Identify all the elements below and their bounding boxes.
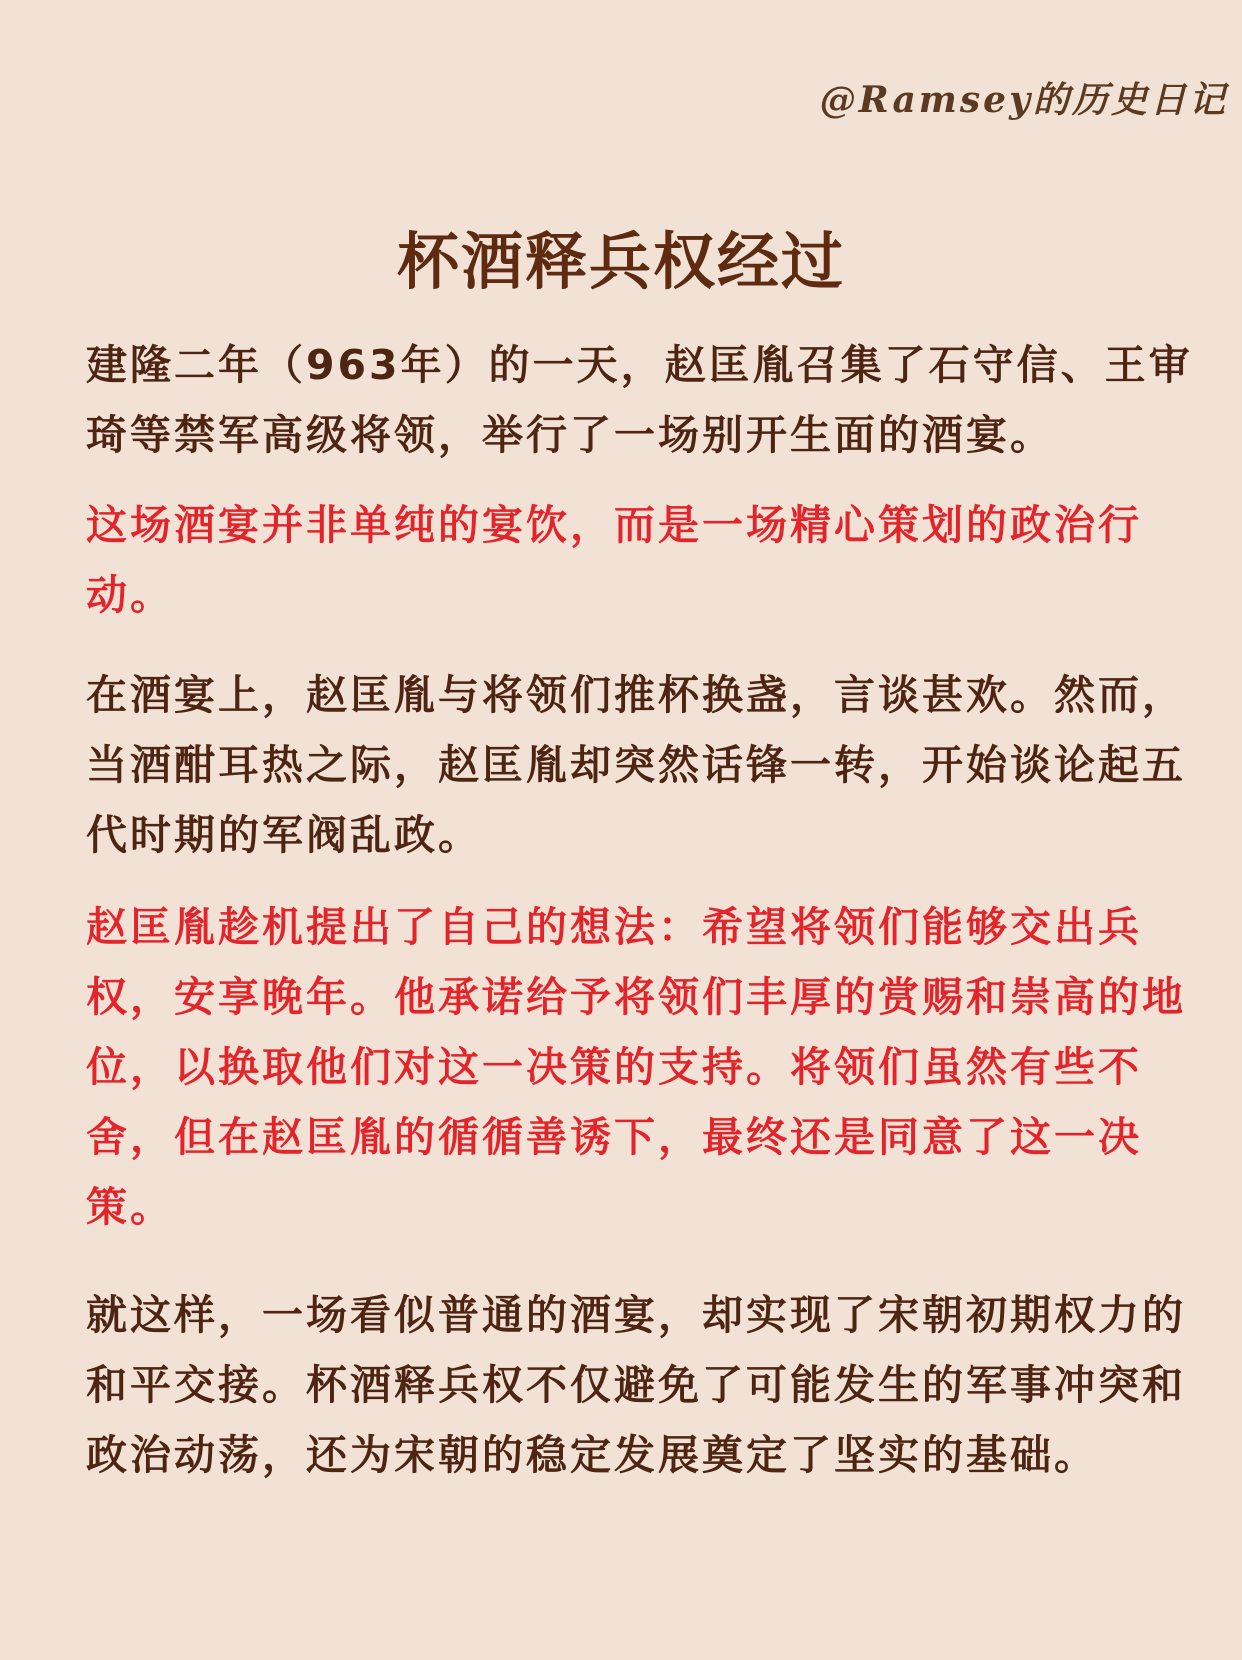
paragraph-banquet: 在酒宴上，赵匡胤与将领们推杯换盏，言谈甚欢。然而，当酒酣耳热之际，赵匡胤却突然话锋一转，开始谈论起五代时期的军阀乱政。 xyxy=(86,671,1186,859)
author-watermark: @Ramsey的历史日记 xyxy=(819,79,1228,121)
article-body xyxy=(86,330,1201,1490)
page-title: 杯酒释兵权经过 xyxy=(396,225,845,298)
paragraph-highlight-purpose: 这场酒宴并非单纯的宴饮，而是一场精心策划的政治行动。 xyxy=(86,501,1142,619)
paragraph-highlight-proposal: 赵匡胤趁机提出了自己的想法：希望将领们能够交出兵权，安享晚年。他承诺给予将领们丰厚的赏赐和崇高的地位，以换取他们对这一决策的支持。将领们虽然有些不舍，但在赵匡胤的循循善诱下，最终还是同意了这一决策。 xyxy=(86,903,1186,1231)
paragraph-intro: 建隆二年（963年）的一天，赵匡胤召集了石守信、王审琦等禁军高级将领，举行了一场别开生面的酒宴。 xyxy=(86,341,1193,459)
paragraph-conclusion: 就这样，一场看似普通的酒宴，却实现了宋朝初期权力的和平交接。杯酒释兵权不仅避免了可能发生的军事冲突和政治动荡，还为宋朝的稳定发展奠定了坚实的基础。 xyxy=(86,1291,1186,1479)
